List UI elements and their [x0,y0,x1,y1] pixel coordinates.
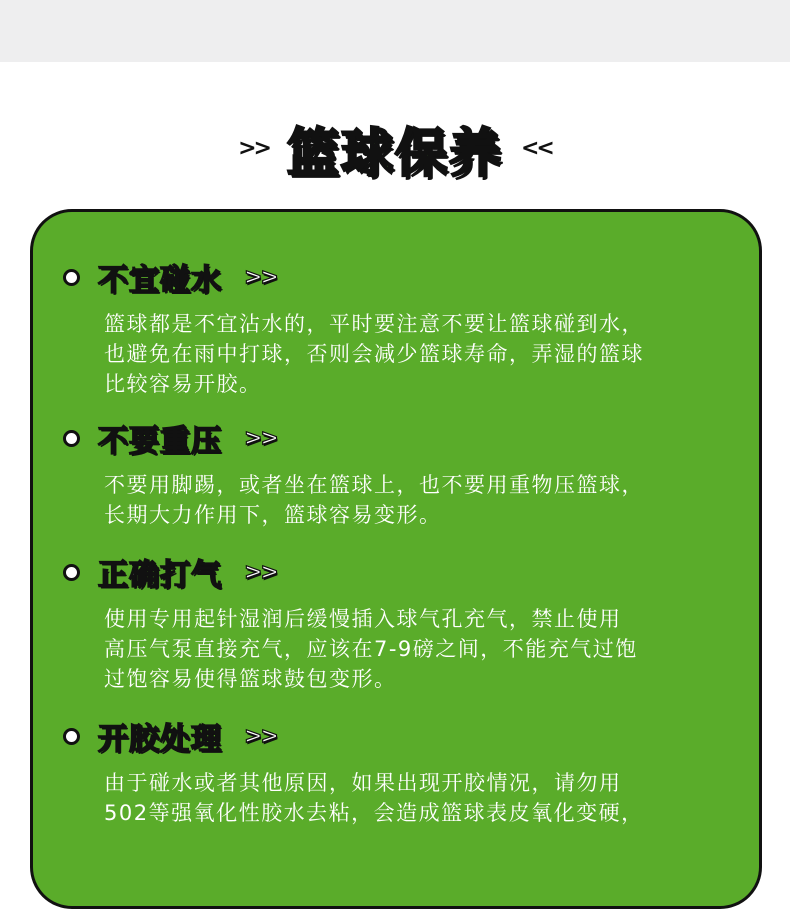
double-arrow-icon: >> [244,723,277,749]
page-title: 篮球保养 [286,123,503,184]
bullet-icon [63,430,80,447]
bullet-icon [63,564,80,581]
tip-heading-row [30,418,730,458]
tip-heading-row [30,552,730,592]
tip-heading: 不要重压 [98,424,222,459]
double-arrow-icon: >> [244,264,277,290]
tip-body: 由于碰水或者其他原因，如果出现开胶情况，请勿用 502等强氧化性胶水去粘，会造成篮球表皮氧化变硬， [104,771,644,825]
tip-section-no-water [30,257,730,399]
tip-body: 不要用脚踢，或者坐在篮球上，也不要用重物压篮球， 长期大力作用下，篮球容易变形。 [104,473,644,527]
section-header [0,112,790,184]
tip-section-inflation [30,552,730,694]
left-chevron-icon: >> [238,135,269,161]
bullet-icon [63,728,80,745]
top-band [0,0,790,62]
tip-heading-row [30,716,730,756]
tip-body: 篮球都是不宜沾水的，平时要注意不要让篮球碰到水， 也避免在雨中打球，否则会减少篮球寿命，弄湿的篮球 比较容易开胶。 [104,312,644,396]
tip-heading: 开胶处理 [98,722,222,757]
tip-section-glue-repair [30,716,730,828]
tip-body: 使用专用起针湿润后缓慢插入球气孔充气，禁止使用 高压气泵直接充气，应该在7-9磅之间，不能充气过饱 过饱容易使得篮球鼓包变形。 [104,607,638,691]
tip-heading: 正确打气 [98,558,222,593]
tip-section-no-pressure [30,418,730,530]
tip-heading: 不宜碰水 [98,263,222,298]
double-arrow-icon: >> [244,559,277,585]
right-chevron-icon: << [521,135,552,161]
tip-heading-row [30,257,730,297]
bullet-icon [63,269,80,286]
double-arrow-icon: >> [244,425,277,451]
